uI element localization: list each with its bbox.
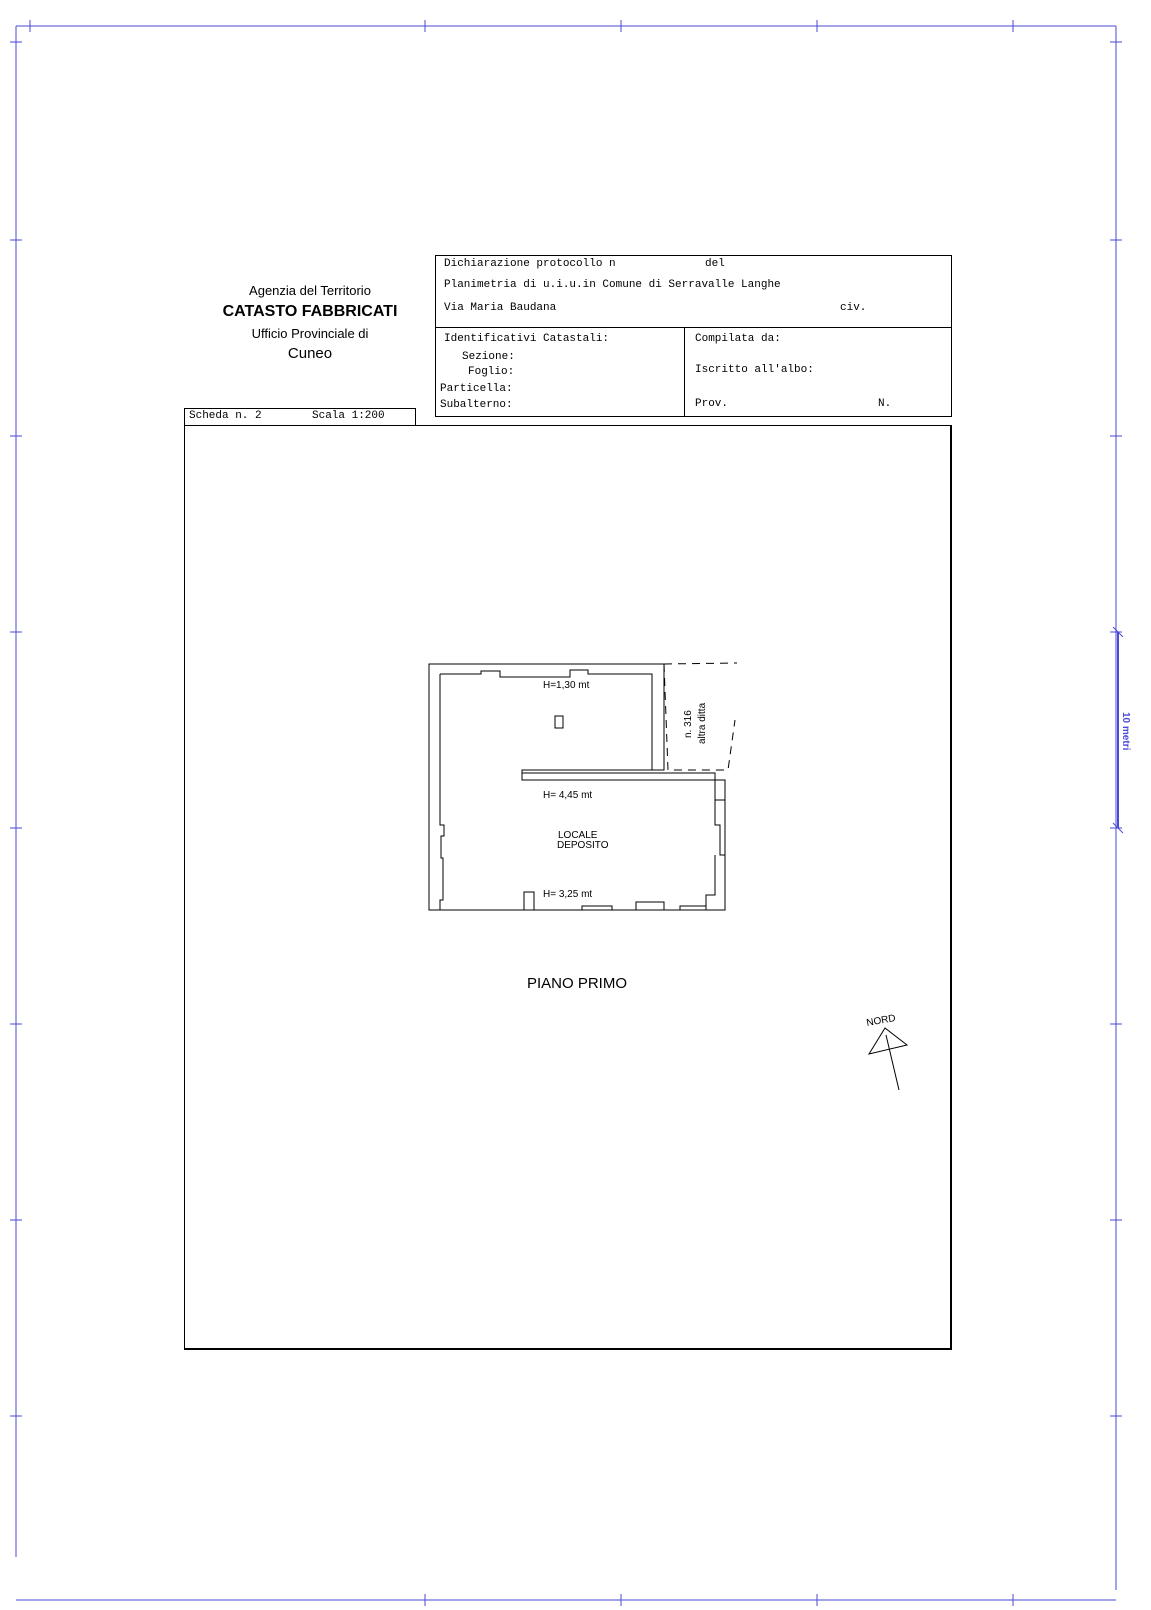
- parcel-label: Particella:: [440, 383, 513, 395]
- agency-city: Cuneo: [287, 345, 333, 362]
- scale-ruler-label: 10 metri: [1120, 712, 1131, 751]
- height-bottom-label: H= 3,25 mt: [543, 889, 593, 900]
- neighbor-boundary: [664, 663, 737, 664]
- declaration-label: Dichiarazione protocollo n: [444, 258, 616, 270]
- north-label: NORD: [865, 1013, 897, 1029]
- floor-name-label: PIANO PRIMO: [527, 975, 628, 992]
- date-label: del: [705, 258, 725, 270]
- civic-label: civ.: [840, 302, 867, 314]
- agency-office: Ufficio Provinciale di: [251, 326, 369, 341]
- register-label: Iscritto all'albo:: [695, 364, 814, 376]
- prov-label: Prov.: [695, 398, 729, 410]
- identifiers-label: Identificativi Catastali:: [444, 333, 610, 345]
- neighbor-owner-label: altra ditta: [697, 702, 708, 744]
- room-label-line1: LOCALE: [558, 830, 598, 841]
- room-label-line2: DEPOSITO: [557, 840, 609, 851]
- agency-name: Agenzia del Territorio: [249, 283, 371, 298]
- floor-opening: [555, 716, 563, 728]
- section-label: Sezione:: [462, 351, 515, 363]
- neighbor-parcel-label: n. 316: [683, 710, 694, 738]
- compiled-label: Compilata da:: [695, 333, 781, 345]
- outer-wall: [429, 664, 725, 910]
- height-middle-label: H= 4,45 mt: [543, 790, 593, 801]
- subunit-label: Subalterno:: [440, 399, 513, 411]
- sheet-label: Foglio:: [468, 366, 515, 378]
- agency-title: CATASTO FABBRICATI: [222, 303, 398, 320]
- north-arrow-icon: [869, 1028, 907, 1090]
- card-label: Scheda n. 2: [189, 410, 262, 422]
- address: Via Maria Baudana: [444, 302, 557, 314]
- number-label: N.: [878, 398, 892, 410]
- planimetry-label: Planimetria di u.i.u.in Comune di Serravalle Langhe: [444, 279, 781, 291]
- height-top-label: H=1,30 mt: [543, 680, 590, 691]
- scale-label: Scala 1:200: [312, 410, 385, 422]
